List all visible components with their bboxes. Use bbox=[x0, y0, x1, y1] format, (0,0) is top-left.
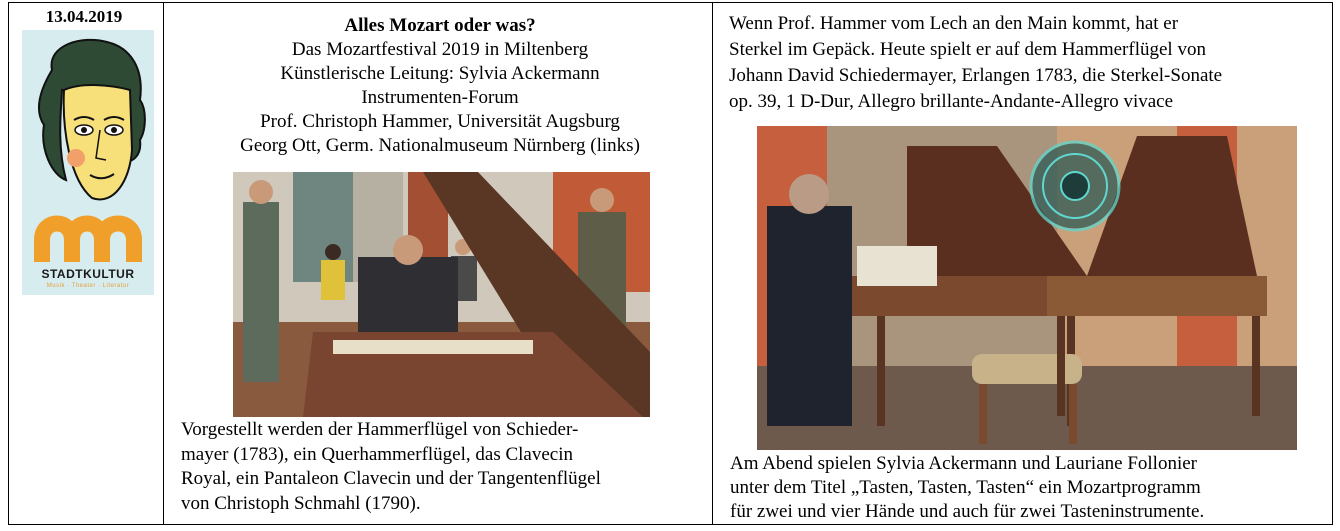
intro-line: Sterkel im Gepäck. Heute spielt er auf dem Hammerflügel von bbox=[729, 39, 1206, 60]
intro-line: op. 39, 1 D-Dur, Allegro brillante-Andante-Allegro vivace bbox=[729, 91, 1174, 112]
exlibris-stamp bbox=[1031, 142, 1119, 230]
mozart-portrait-illustration bbox=[22, 30, 154, 265]
concert-line: für zwei und vier Hände und auch für zwei Tasteninstrumente. bbox=[730, 501, 1205, 522]
header-line: Instrumenten-Forum bbox=[361, 87, 519, 108]
logo-tagline: Musik · Theater · Literatur bbox=[46, 283, 130, 289]
logo-brand-text: STADTKULTUR bbox=[41, 267, 135, 281]
header-line: Künstlerische Leitung: Sylvia Ackermann bbox=[280, 63, 600, 84]
header-line: Georg Ott, Germ. Nationalmuseum Nürnberg (links) bbox=[240, 135, 640, 156]
column-divider-1 bbox=[163, 2, 164, 525]
column-divider-2 bbox=[712, 2, 713, 525]
instrument-forum-photo bbox=[233, 172, 650, 417]
event-header bbox=[180, 14, 700, 158]
concert-line: unter dem Titel „Tasten, Tasten, Tasten“ ein Mozartprogramm bbox=[730, 477, 1201, 498]
concert-line: Am Abend spielen Sylvia Ackermann und Lauriane Follonier bbox=[730, 453, 1197, 474]
hammer-intro-text bbox=[729, 11, 1319, 115]
intro-line: Johann David Schiedermayer, Erlangen 1783, die Sterkel-Sonate bbox=[729, 65, 1223, 86]
intro-line: Wenn Prof. Hammer vom Lech an den Main kommt, hat er bbox=[729, 13, 1179, 34]
instrument-description bbox=[181, 418, 701, 516]
body-line: mayer (1783), ein Querhammerflügel, das Clavecin bbox=[181, 443, 573, 465]
stadtkultur-logo bbox=[22, 30, 154, 295]
event-title: Alles Mozart oder was? bbox=[344, 15, 536, 36]
body-line: von Christoph Schmahl (1790). bbox=[181, 492, 421, 514]
body-line: Vorgestellt werden der Hammerflügel von Schieder- bbox=[181, 419, 579, 440]
body-line: Royal, ein Pantaleon Clavecin und der Tangentenflügel bbox=[181, 468, 601, 489]
evening-concert-text bbox=[730, 452, 1325, 524]
pianist-fortepiano-photo bbox=[757, 126, 1297, 450]
header-line: Prof. Christoph Hammer, Universität Augsburg bbox=[260, 111, 620, 132]
date-label: 13.04.2019 bbox=[45, 7, 123, 26]
header-line: Das Mozartfestival 2019 in Miltenberg bbox=[291, 39, 589, 60]
